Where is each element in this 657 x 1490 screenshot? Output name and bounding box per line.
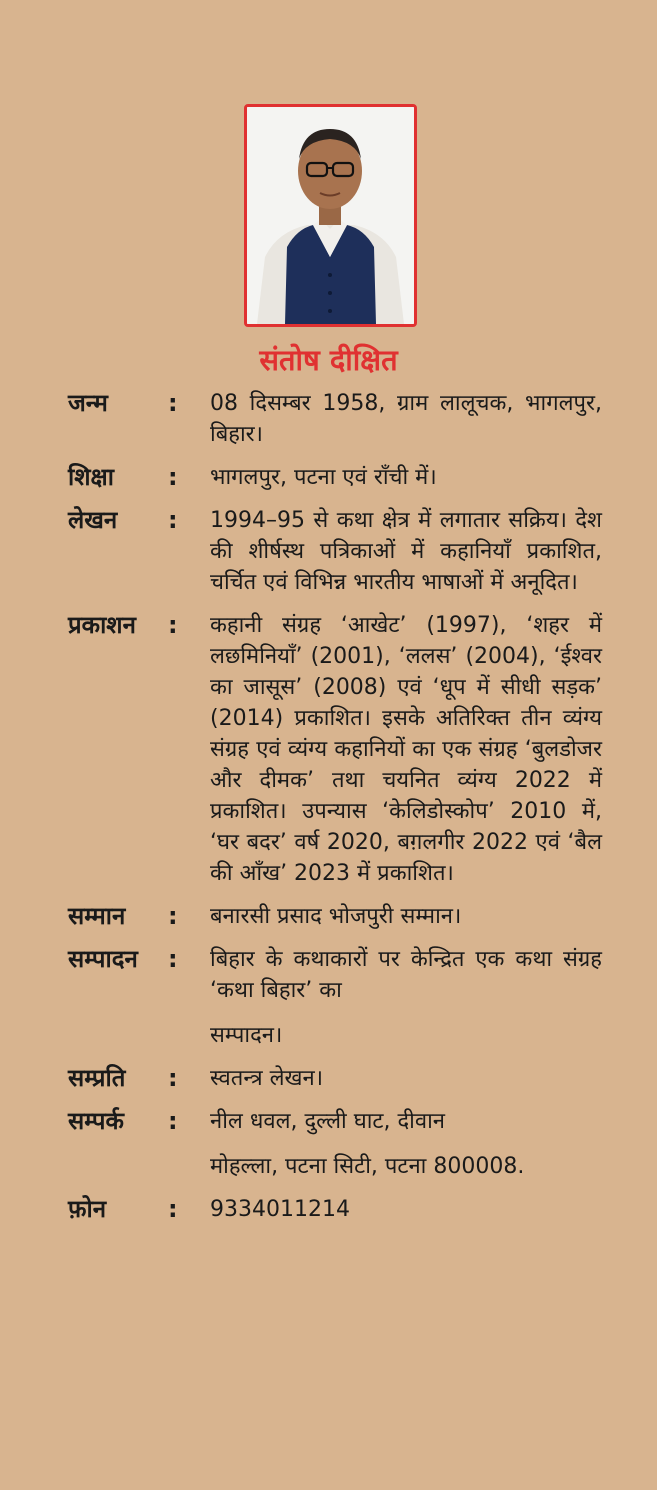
bio-value: भागलपुर, पटना एवं राँची में। <box>210 465 437 490</box>
bio-row-writing <box>68 505 602 598</box>
author-name: संतोष दीक्षित <box>259 343 398 377</box>
bio-value-line: बिहार के कथाकारों पर केन्द्रित एक कथा संग्रह ‘कथा बिहार’ का <box>210 947 602 1003</box>
bio-label: फ़ोन <box>68 1195 107 1223</box>
bio-colon: : <box>168 902 178 930</box>
bio-row-birth <box>68 388 602 450</box>
bio-value-line: नील धवल, दुल्ली घाट, दीवान <box>210 1109 445 1134</box>
author-photo <box>244 104 417 327</box>
bio-colon: : <box>168 1064 178 1092</box>
bio-row-education <box>68 462 602 493</box>
line-gap <box>210 1137 602 1151</box>
bio-colon: : <box>168 463 178 491</box>
bio-colon: : <box>168 1107 178 1135</box>
bio-label: लेखन <box>68 506 118 534</box>
bio-section <box>68 388 602 1237</box>
phone-number: 9334011214 <box>210 1197 350 1222</box>
bio-label: सम्पर्क <box>68 1107 124 1135</box>
bio-value-line: सम्पादन। <box>210 1023 283 1048</box>
bio-colon: : <box>168 506 178 534</box>
bio-value: बनारसी प्रसाद भोजपुरी सम्मान। <box>210 904 462 929</box>
bio-value <box>210 944 602 1051</box>
bio-value <box>210 1106 602 1182</box>
bio-colon: : <box>168 389 178 417</box>
bio-value: 08 दिसम्बर 1958, ग्राम लालूचक, भागलपुर, बिहार। <box>210 391 602 447</box>
author-portrait-image <box>247 107 414 324</box>
bio-colon: : <box>168 611 178 639</box>
bio-label: सम्प्रति <box>68 1064 126 1092</box>
bio-row-editing <box>68 944 602 1051</box>
bio-row-contact <box>68 1106 602 1182</box>
bio-row-current <box>68 1063 602 1094</box>
bio-value-line: मोहल्ला, पटना सिटी, पटना 800008. <box>210 1154 525 1179</box>
bio-colon: : <box>168 1195 178 1223</box>
bio-label: शिक्षा <box>68 463 114 491</box>
bio-row-honours <box>68 901 602 932</box>
bio-value: 1994–95 से कथा क्षेत्र में लगातार सक्रिय। देश की शीर्षस्थ पत्रिकाओं में कहानियाँ प्रकाशित, चर्चित एवं विभिन्न भारतीय भाषाओं में अनूदित। <box>210 508 602 595</box>
bio-row-publications <box>68 610 602 889</box>
bio-value: कहानी संग्रह ‘आखेट’ (1997), ‘शहर में लछमिनियाँ’ (2001), ‘ललस’ (2004), ‘ईश्वर का जासूस’ (2008) एवं ‘धूप में सीधी सड़क’ (2014) प्रकाशित। इसके अतिरिक्त तीन व्यंग्य संग्रह एवं व्यंग्य कहानियों का एक संग्रह ‘बुलडोजर और दीमक’ तथा चयनित व्यंग्य 2022 में प्रकाशित। उपन्यास ‘केलिडोस्कोप’ 2010 में, ‘घर बदर’ वर्ष 2020, बग़लगीर 2022 एवं ‘बैल की आँख’ 2023 में प्रकाशित। <box>210 613 602 886</box>
bio-value: स्वतन्त्र लेखन। <box>210 1066 324 1091</box>
bio-label: प्रकाशन <box>68 611 136 639</box>
bio-colon: : <box>168 945 178 973</box>
line-gap <box>210 1006 602 1020</box>
bio-label: सम्मान <box>68 902 126 930</box>
bio-label: सम्पादन <box>68 945 138 973</box>
bio-row-phone <box>68 1194 602 1225</box>
bio-label: जन्म <box>68 389 108 417</box>
